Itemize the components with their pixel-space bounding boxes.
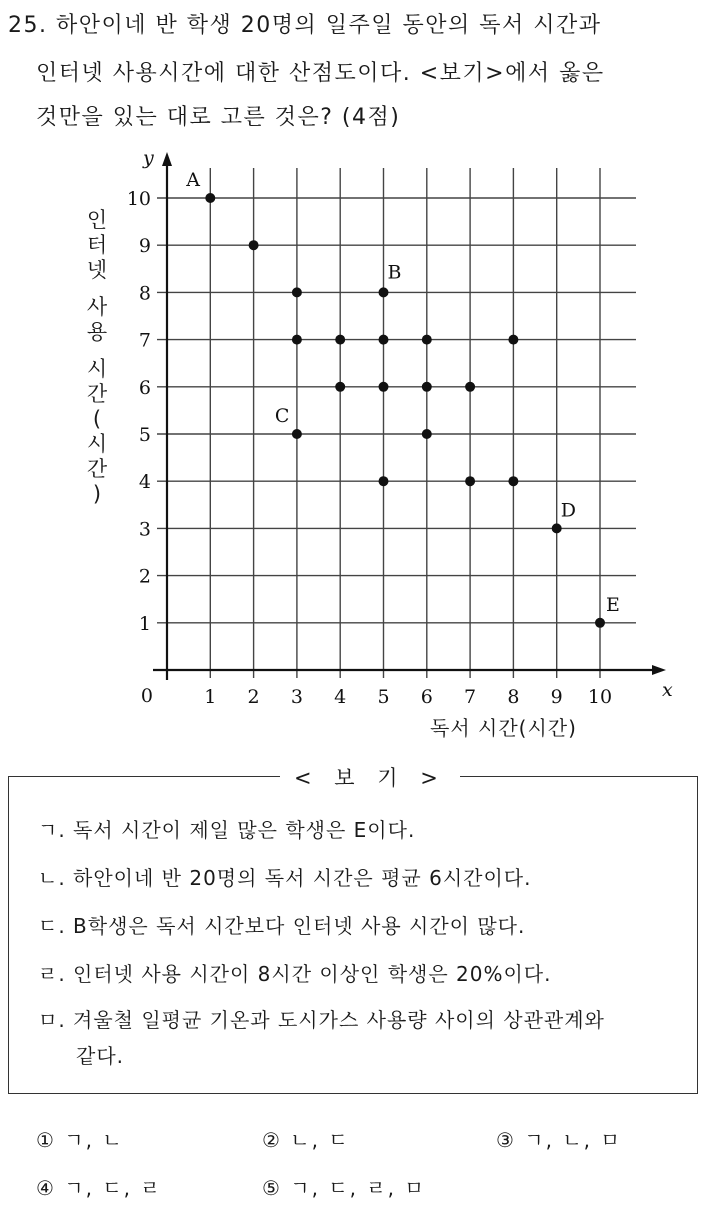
chart-tick-labels [127, 147, 673, 708]
data-point [465, 476, 475, 486]
y-tick-label: 2 [138, 565, 151, 588]
data-point [379, 382, 389, 392]
data-point [249, 240, 259, 250]
answer-choice-3[interactable]: ③ ㄱ, ㄴ, ㅁ [496, 1128, 622, 1152]
y-axis-label-char: 간 [86, 382, 108, 406]
data-point [379, 287, 389, 297]
bogi-item-nieun: ㄴ. 하안이네 반 20명의 독서 시간은 평균 6시간이다. [38, 866, 532, 890]
y-axis-label-char: ) [92, 482, 102, 506]
data-point [292, 335, 302, 345]
bogi-item-mieum-cont: 같다. [76, 1044, 124, 1068]
y-axis-label-char: 터 [86, 233, 108, 257]
bogi-item-rieul: ㄹ. 인터넷 사용 시간이 8시간 이상인 학생은 20%이다. [38, 962, 552, 986]
y-axis-label-char: 넷 [86, 258, 108, 282]
y-axis-label-char: 인 [86, 208, 108, 232]
bogi-title: < 보 기 > [280, 762, 460, 792]
data-point [379, 335, 389, 345]
y-axis-label-char: 사 [86, 295, 108, 319]
y-axis-label [82, 208, 112, 507]
y-axis-label-char [82, 283, 112, 295]
x-tick-label: 1 [204, 686, 217, 708]
chart-point-labels [185, 169, 620, 616]
data-point [335, 382, 345, 392]
y-axis-label-char: ( [92, 407, 102, 431]
point-label: C [274, 405, 290, 427]
point-label: A [186, 169, 201, 191]
question-line-2: 인터넷 사용시간에 대한 산점도이다. <보기>에서 옳은 [36, 61, 605, 86]
y-tick-label: 9 [138, 235, 151, 258]
x-tick-label: 9 [550, 686, 563, 708]
question-line-3: 것만을 있는 대로 고른 것은? (4점) [36, 105, 401, 130]
y-tick-label: 10 [126, 188, 151, 210]
answer-choice-5[interactable]: ⑤ ㄱ, ㄷ, ㄹ, ㅁ [262, 1176, 426, 1200]
data-point [465, 382, 475, 392]
y-axis-label-char: 간 [86, 457, 108, 481]
data-point [508, 335, 518, 345]
bogi-item-mieum: ㅁ. 겨울철 일평균 기온과 도시가스 사용량 사이의 상관관계와 [38, 1008, 605, 1032]
y-axis-label-char: 시 [86, 432, 108, 456]
y-tick-label: 6 [138, 376, 151, 399]
chart-grid [157, 168, 636, 678]
x-tick-label: 6 [420, 686, 433, 708]
x-axis-label: 독서 시간(시간) [430, 716, 577, 740]
bogi-item-giyeok: ㄱ. 독서 시간이 제일 많은 학생은 E이다. [38, 818, 416, 842]
x-tick-label: 3 [290, 686, 303, 708]
x-axis-letter: x [662, 679, 673, 701]
data-point [292, 287, 302, 297]
x-tick-label: 4 [334, 686, 347, 708]
x-tick-label: 2 [247, 686, 260, 708]
bogi-item-digeut: ㄷ. B학생은 독서 시간보다 인터넷 사용 시간이 많다. [38, 914, 526, 938]
point-label: B [387, 261, 402, 284]
data-point [595, 618, 605, 628]
y-axis-label-char [82, 345, 112, 357]
answer-choice-2[interactable]: ② ㄴ, ㄷ [262, 1128, 350, 1152]
y-axis-label-char: 용 [86, 320, 108, 344]
y-tick-label: 5 [138, 424, 151, 446]
y-tick-label: 8 [138, 282, 151, 305]
x-axis-arrow [652, 665, 666, 675]
answer-choice-4[interactable]: ④ ㄱ, ㄷ, ㄹ [36, 1176, 162, 1200]
data-point [292, 429, 302, 439]
data-point [422, 335, 432, 345]
point-label: E [606, 593, 620, 616]
point-label: D [560, 499, 576, 522]
data-point [422, 382, 432, 392]
question-line-1: 25. 하안이네 반 학생 20명의 일주일 동안의 독서 시간과 [8, 13, 602, 38]
chart-points [205, 193, 605, 628]
data-point [205, 193, 215, 203]
x-tick-label: 5 [377, 686, 390, 708]
origin-label: 0 [140, 685, 153, 707]
data-point [379, 476, 389, 486]
data-point [335, 335, 345, 345]
y-tick-label: 7 [138, 329, 151, 352]
x-tick-label: 7 [464, 686, 477, 708]
y-tick-label: 1 [138, 612, 151, 635]
chart-axes [153, 152, 666, 680]
data-point [422, 429, 432, 439]
answer-choice-1[interactable]: ① ㄱ, ㄴ [36, 1128, 124, 1152]
y-tick-label: 4 [138, 471, 151, 494]
y-axis-letter: y [143, 147, 154, 169]
data-point [552, 523, 562, 533]
x-tick-label: 10 [587, 686, 613, 708]
data-point [508, 476, 518, 486]
y-tick-label: 3 [138, 518, 151, 541]
y-axis-arrow [162, 152, 172, 166]
y-axis-label-char: 시 [86, 357, 108, 381]
x-tick-label: 8 [507, 686, 520, 708]
